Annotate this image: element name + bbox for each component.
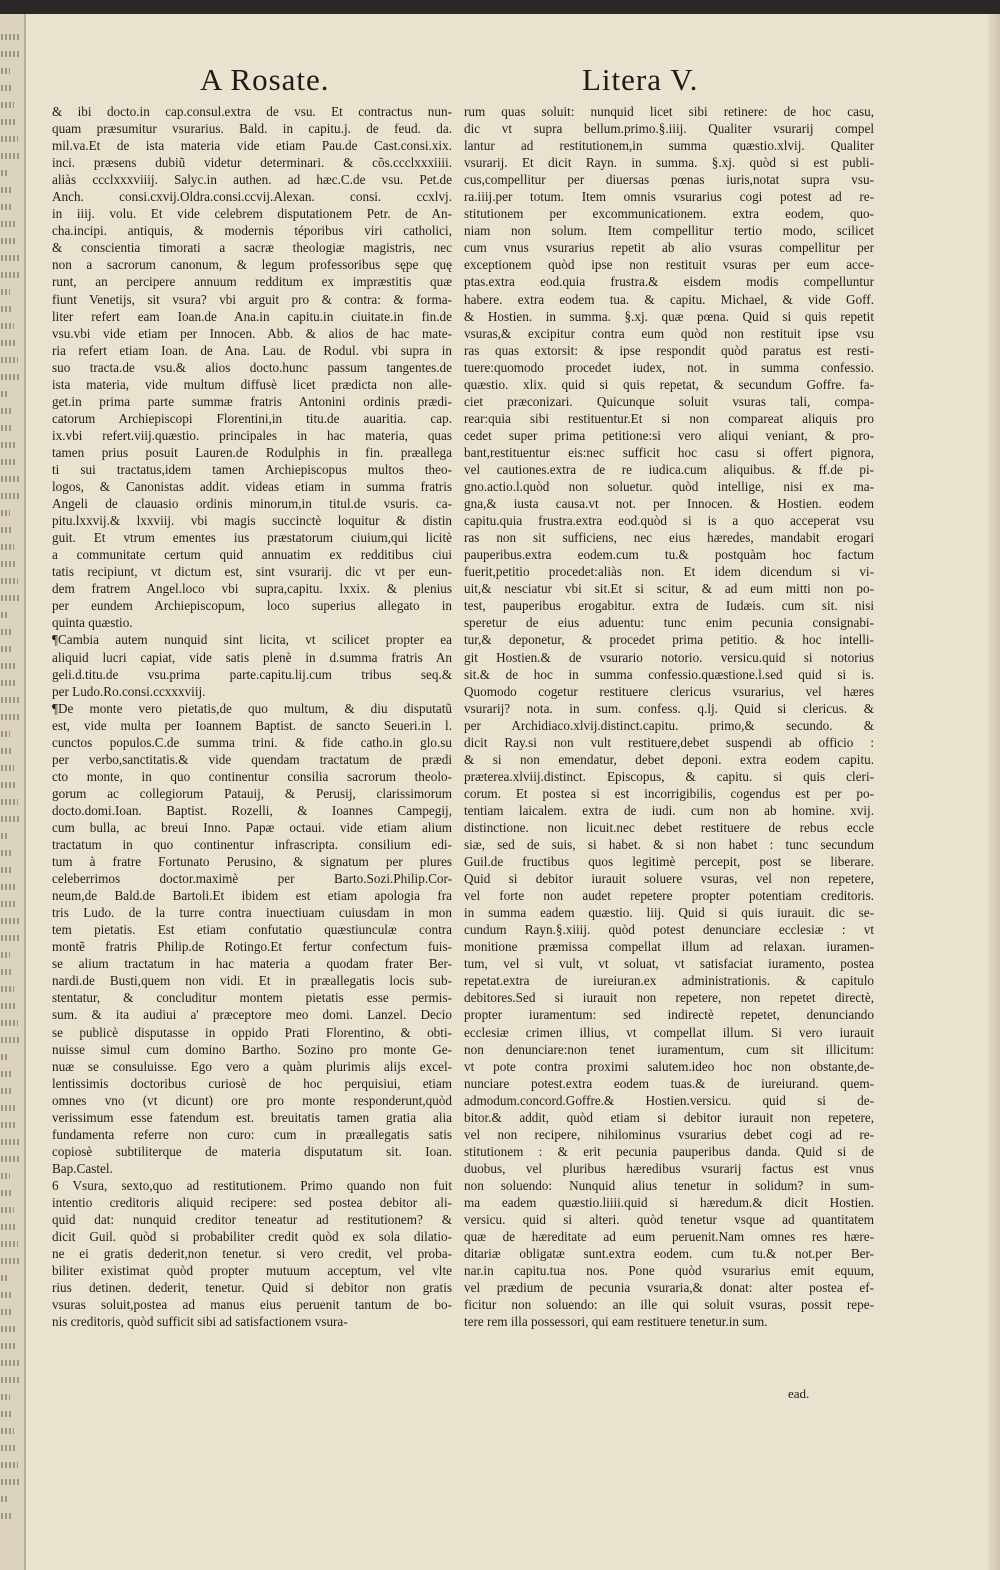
- facing-page-text-fragment: [1, 1037, 20, 1043]
- facing-page-text-fragment: [1, 221, 15, 227]
- text-line: cto monte, in quo continentur consilia sacrorum theolo-: [52, 768, 452, 784]
- text-line: runt, an percipere annuum redditum ex impræstitis quæ: [52, 274, 452, 290]
- text-line: vel cautiones.extra de re iudica.cum aliquibus. & ff.de pi-: [464, 461, 874, 477]
- text-line: inci. præsens dubiũ videtur determinari. & cõs.ccclxxxiiii.: [52, 155, 452, 171]
- text-line: monitione præmissa compellat illum ad relaxan. iuramen-: [464, 939, 874, 955]
- text-line: ma eadem quæstio.liiii.quid si hæredum.& dicit Hostien.: [464, 1195, 874, 1210]
- text-line: distinctione. non licuit.nec debet restituere de rebus eccle: [464, 819, 874, 835]
- text-line: gno.actio.l.quòd non soluetur. quòd intellige, nisi ex ma-: [464, 479, 874, 495]
- text-line: & si non emendatur, debet deponi. extra eodem capitu.: [464, 751, 874, 767]
- text-line: & conscientia timorati a sacræ theologiæ magistris, nec: [52, 240, 452, 256]
- facing-page-text-fragment: [1, 1513, 11, 1519]
- text-line: 6 Vsura, sexto,quo ad restitutionem. Primo quando non fuit: [52, 1177, 452, 1193]
- text-line: nuæ se consuluisse. Ego vero a quàm plurimis alijs excel-: [52, 1058, 452, 1074]
- text-line: nardi.de Busti,quem non vidi. Et in præallegatis locis sub-: [52, 973, 452, 989]
- facing-page-text-fragment: [1, 1496, 9, 1502]
- text-line: fundamenta referre non curo: cum in præallegatis satis: [52, 1126, 452, 1142]
- facing-page-text-fragment: [1, 119, 16, 125]
- facing-page-text-fragment: [1, 34, 19, 40]
- text-line: dicit Ray.si non vult restituere,debet suspendi ab officio :: [464, 734, 874, 750]
- facing-page-text-fragment: [1, 1462, 18, 1468]
- facing-page-text-fragment: [1, 527, 12, 533]
- text-line: corum. Et postea si est incorrigibilis, cogendus est per po-: [464, 785, 874, 801]
- text-line: tur,& deponetur, & procedet prima petitio. & hoc intelli-: [464, 632, 874, 648]
- text-line: non soluendo: Nunquid alius tenetur in solidum? in sum-: [464, 1177, 874, 1193]
- text-line: tractatum in quo continentur infrascripta. consilium edi-: [52, 837, 452, 853]
- facing-page-text-fragment: [1, 782, 16, 788]
- facing-page-text-fragment: [1, 1241, 18, 1247]
- facing-page-text-fragment: [1, 425, 13, 431]
- facing-page-text-fragment: [1, 969, 12, 975]
- text-line: non a sacrorum canonum, & legum professoribus sępe quę: [52, 257, 452, 273]
- text-line: & Hostien. in summa. §.xj. quæ pœna. Quid si quis repetit: [464, 308, 874, 324]
- text-line: uit,& nesciatur vbi sit.Et si scitur, & ad eum mitti non po-: [464, 581, 874, 597]
- text-line: suo tracta.de vsu.& alios docto.hunc passum tangentes.de: [52, 359, 452, 375]
- text-line: biliter existimat quòd propter mutuum acceptum, vel vltе: [52, 1263, 452, 1279]
- facing-page-text-fragment: [1, 374, 20, 380]
- text-line: se publicè disputasse in oppido Prati Florentino, & obti-: [52, 1024, 452, 1040]
- text-line: sit.& de hoc in summa confessio.quæstione.l.sed quid si is.: [464, 666, 874, 682]
- text-line: git Hostien.& de vsurario notorio. versicu.quid si notorius: [464, 649, 874, 665]
- facing-page-text-fragment: [1, 442, 15, 448]
- text-line: Anch. consi.cxvij.Oldra.consi.ccvij.Alexan. consi. ccxlvj.: [52, 189, 452, 205]
- text-line: vsurarij? nota. in sum. confess. q.lj. Quid si clericus. &: [464, 700, 874, 716]
- text-line: tris Ludo. de la turre contra inuectiuam cuiusdam in mon: [52, 905, 452, 921]
- text-line: vsuras,& excipitur contra eum quòd non restituit ipse vsu: [464, 325, 874, 341]
- text-line: get.in prima parte summæ fratris Antonini ordinis prædi-: [52, 393, 452, 409]
- text-line: debitores.Sed si iurauit non repetere, non repetet directè,: [464, 990, 874, 1006]
- facing-page-text-fragment: [1, 1071, 11, 1077]
- text-line: ista materia, vide multum diffusè licet prædicta non alle-: [52, 376, 452, 392]
- facing-page-text-fragment: [1, 986, 14, 992]
- facing-page-text-fragment: [1, 578, 18, 584]
- facing-page-text-fragment: [1, 1479, 20, 1485]
- text-line: mil.va.Et de ista materia vide etiam Pau.de Cast.consi.xix.: [52, 138, 452, 154]
- text-line: speretur de eius aduentu: tunc enim pecunia consignabi-: [464, 615, 874, 631]
- text-line: quid dat: nunquid creditor teneatur ad restitutionem? &: [52, 1212, 452, 1228]
- text-line: test, pauperibus erogabitur. extra de Iudæis. cum sit. nisi: [464, 598, 874, 614]
- facing-page-text-fragment: [1, 1122, 17, 1128]
- facing-page-text-fragment: [1, 595, 20, 601]
- text-line: tuere:quomodo procedet iudex, not. in summa confessio.: [464, 359, 874, 375]
- text-line: non denunciare:non tenet iuramentum, cum sit illicitum:: [464, 1041, 874, 1057]
- text-line: tem pietatis. Est etiam confutatio quæstiunculæ contra: [52, 922, 452, 938]
- facing-page-text-fragment: [1, 799, 18, 805]
- text-line: cus,compellitur per diuersas pœnas iuris,notat supra vsu-: [464, 172, 874, 188]
- facing-page-text-fragment: [1, 1224, 16, 1230]
- facing-page-text-fragment: [1, 714, 21, 720]
- text-line: pauperibus.extra eodem.cum tu.& postquàm hoc factum: [464, 547, 874, 563]
- text-line: Quomodo cogetur restituere clericus vsurarius, vel hæres: [464, 683, 874, 699]
- text-line: pitu.lxxvij.& lxxviij. vbi magis succinctè loquitur & distin: [52, 513, 452, 529]
- text-line: liter refert eam Ioan.de Ana.in capitu.in ciuitate.in fin.de: [52, 308, 452, 324]
- text-line: exceptionem quòd ipse non restituit vsuras per eum acce-: [464, 257, 874, 273]
- text-line: ras non sit sufficiens, nec eius hæredes, mandabit erogari: [464, 530, 874, 546]
- text-line: nar.in capitu.tua nos. Pone quòd vsurarius emit equum,: [464, 1263, 874, 1279]
- facing-page-text-fragment: [1, 476, 19, 482]
- facing-page-text-fragment: [1, 459, 17, 465]
- facing-page-text-fragment: [1, 391, 9, 397]
- text-line: versicu. quid si alteri. quòd tenetur vsque ad quantitatem: [464, 1212, 874, 1228]
- text-line: tamen prius posuit Lauren.de Rodulphis in fin. præallega: [52, 444, 452, 460]
- text-line: dem fratrem Angel.loco vbi supra,capitu. lxxix. & plenius: [52, 581, 452, 597]
- text-line: a communitate certum quid annuatim ex redditibus ciui: [52, 547, 452, 563]
- facing-page-text-fragment: [1, 1139, 19, 1145]
- facing-page-text-fragment: [1, 1377, 21, 1383]
- text-line: geli.d.titu.de vsu.prima parte.capitu.lij.cum tribus seq.&: [52, 666, 452, 682]
- facing-page-text-fragment: [1, 1054, 9, 1060]
- facing-page-text-fragment: [1, 1394, 10, 1400]
- facing-page-text-fragment: [1, 1156, 21, 1162]
- facing-page-text-fragment: [1, 697, 19, 703]
- facing-page-text-fragment: [1, 102, 14, 108]
- text-line: per eundem Archiepiscopum, loco superius allegato in: [52, 598, 452, 614]
- text-line: cunctos populos.C.de summa trini. & fide catho.in glo.su: [52, 734, 452, 750]
- facing-page-text-fragment: [1, 952, 10, 958]
- facing-page-text-fragment: [1, 408, 11, 414]
- facing-page-text-fragment: [1, 255, 19, 261]
- text-line: celeberrimos doctor.maximè per Barto.Sozi.Philip.Cor-: [52, 871, 452, 887]
- text-line: vsu.vbi vide etiam per Innocen. Abb. & alios de hac mate-: [52, 325, 452, 341]
- facing-page-text-fragment: [1, 1360, 19, 1366]
- text-line: nuisse simul cum domino Bartho. Sozino pro monte Ge-: [52, 1041, 452, 1057]
- text-line: tum à fratre Fortunato Perusino, & signatum per plures: [52, 854, 452, 870]
- text-line: est, vide multa per Ioannem Baptist. de sancto Seueri.in l.: [52, 717, 452, 733]
- facing-page-text-fragment: [1, 1292, 11, 1298]
- facing-page-text-fragment: [1, 1411, 12, 1417]
- facing-page-text-fragment: [1, 85, 12, 91]
- text-line: ciet præconizari. Quicunque soluit vsuras tali, compa-: [464, 393, 874, 409]
- text-line: bant,restituentur eis:nec sufficit hoc casu si offert pignora,: [464, 444, 874, 460]
- facing-page-text-fragment: [1, 544, 14, 550]
- text-line: se alium tractatum in hac materia a quodam frater Ber-: [52, 956, 452, 972]
- text-line: docto.domi.Ioan. Baptist. Rozelli, & Ioannes Campegij,: [52, 802, 452, 818]
- text-line: siæ, sed de suis, si habet. & si non habet : tunc secundum: [464, 837, 874, 853]
- facing-page-text-fragment: [1, 306, 12, 312]
- text-line: lentissimis doctoribus curiosè de hoc perquisiui, etiam: [52, 1075, 452, 1091]
- text-line: per Archidiaco.xlvij.distinct.capitu. primo,& secundo. &: [464, 717, 874, 733]
- text-line: montẽ fratris Philip.de Rotingo.Et fertur confectum fuis-: [52, 939, 452, 955]
- text-line: fuerit,petitio procedet:aliàs non. Et idem dicendum si vi-: [464, 564, 874, 580]
- text-line: lantur ad restitutionem,in summa quæstio.xlvij. Qualiter: [464, 138, 874, 154]
- facing-page-text-fragment: [1, 136, 18, 142]
- facing-page-text-fragment: [1, 272, 21, 278]
- facing-page-text-fragment: [1, 323, 14, 329]
- text-line: Guil.de fructibus quos legitimè percepit, post se liberare.: [464, 854, 874, 870]
- text-line: ¶Cambia autem nunquid sint licita, vt scilicet propter ea: [52, 632, 452, 648]
- text-line: per Ludo.Ro.consi.ccxxxviij.: [52, 683, 206, 699]
- text-line: logos, & Canonistas addit. videas etiam in summa fratris: [52, 479, 452, 495]
- text-line: quæ de hæreditate ad eum peruenit.Nam omnes res hære-: [464, 1229, 874, 1245]
- text-line: in summa eadem quæstio. liij. Quid si quis iurauit. dic se-: [464, 905, 874, 921]
- text-line: copiosè subtiliterque de materia disputatum sit. Ioan.: [52, 1143, 452, 1159]
- text-line: cha.incipi. antiquis, & modernis téporibus viri catholici,: [52, 223, 452, 239]
- text-line: sum. & ita audiui a' præceptore meo domi. Lanzel. Decio: [52, 1007, 452, 1023]
- facing-page-text-fragment: [1, 935, 21, 941]
- facing-page-text-fragment: [1, 357, 18, 363]
- right-text-column: [464, 103, 874, 1330]
- facing-page-text-fragment: [1, 68, 10, 74]
- text-line: rear:quia sibi restituentur.Et si non compareat aliquis pro: [464, 410, 874, 426]
- text-line: stentatur, & concluditur montem pietatis esse permis-: [52, 990, 452, 1006]
- facing-page-text-fragment: [1, 884, 15, 890]
- facing-page-text-fragment: [1, 646, 13, 652]
- text-line: ¶De monte vero pietatis,de quo multum, & diu disputatũ: [52, 700, 452, 716]
- facing-page-text-fragment: [1, 1190, 12, 1196]
- facing-page-edge: [0, 14, 26, 1570]
- facing-page-text-fragment: [1, 833, 9, 839]
- text-line: præterea.xlviij.distinct. Episcopus, & capitu. si quis cleri-: [464, 768, 874, 784]
- text-line: gorum ac collegiorum Patauij, & Perusij, clarissimorum: [52, 785, 452, 801]
- text-line: stitutionem per excommunicationem. extra eodem, quo-: [464, 206, 874, 222]
- text-line: per verbo,sanctitatis.& vide quendam tractatum de prædi: [52, 751, 452, 767]
- facing-page-text-fragment: [1, 765, 14, 771]
- text-line: nis creditoris, quòd sufficit sibi ad satisfactionem vsura-: [52, 1314, 348, 1330]
- text-line: vsurarij. Et dicit Rayn. in summa. §.xj. quòd si est publi-: [464, 155, 874, 171]
- text-line: quam præsumitur vsurarius. Bald. in capitu.j. de feud. da.: [52, 121, 452, 137]
- text-line: habere. extra eodem tua. & capitu. Michael, & vide Goff.: [464, 291, 874, 307]
- text-line: nunciare potest.extra eodem tuas.& de iureiurand. quem-: [464, 1075, 874, 1091]
- text-line: quinta quæstio.: [52, 615, 133, 631]
- text-line: aliàs ccclxxxviiij. Salyc.in authen. ad hæc.C.de vsu. Pet.de: [52, 172, 452, 188]
- text-line: niam non solum. Item compellitur tertio modo, scilicet: [464, 223, 874, 239]
- text-line: vel non recipere, nihilominus vsurarius debet cogi ad re-: [464, 1126, 874, 1142]
- facing-page-text-fragment: [1, 1207, 14, 1213]
- facing-page-text-fragment: [1, 561, 16, 567]
- text-line: dic vt supra bellum.primo.§.iiij. Qualiter vsurarij compel: [464, 121, 874, 137]
- text-line: ria refert etiam Ioan. de Ana. Lau. de Rodul. vbi supra in: [52, 342, 452, 358]
- facing-page-text-fragment: [1, 850, 11, 856]
- text-line: verissimum esse fatendum est. breuitatis tamen gratia alia: [52, 1109, 452, 1125]
- text-line: guit. Et vtrum ementes ius præstatorum ciuium,qui licitè: [52, 530, 452, 546]
- text-line: omnes vno (vt dicunt) ore pro monte responderunt,quòd: [52, 1092, 452, 1108]
- page-right-edge: [988, 14, 1000, 1570]
- catchword: ead.: [788, 1386, 810, 1401]
- facing-page-text-fragment: [1, 187, 11, 193]
- running-head-left: A Rosate.: [200, 62, 330, 97]
- facing-page-text-fragment: [1, 629, 11, 635]
- text-line: tatis recipiunt, vt dictum est, sint vsurarij. dic vt per eun-: [52, 564, 452, 580]
- text-line: intentio creditoris aliquid recipere: sed postea debitor ali-: [52, 1195, 452, 1210]
- text-line: aliquid lucri capiat, vide satis plenè in d.summa fratris An: [52, 649, 452, 665]
- facing-page-text-fragment: [1, 901, 17, 907]
- text-line: neum,de Bald.de Bartoli.Et ibidem est etiam apologia fra: [52, 888, 452, 904]
- text-line: vel prædium de pecunia vsuraria,& donat: alter postea ef-: [464, 1280, 874, 1296]
- facing-page-text-fragment: [1, 1173, 10, 1179]
- text-line: vel forte non audet repetere propter potentiam creditoris.: [464, 888, 874, 904]
- facing-page-text-fragment: [1, 1428, 14, 1434]
- facing-page-text-fragment: [1, 731, 10, 737]
- text-line: tere rem illa possessori, qui eam restituere tenetur.in sum.: [464, 1314, 768, 1330]
- facing-page-text-fragment: [1, 1088, 13, 1094]
- left-text-column: [52, 103, 452, 1330]
- text-line: tentiam laicalem. extra de iudi. cum non ab homine. xvij.: [464, 802, 874, 818]
- scan-top-border: [0, 0, 1000, 14]
- text-line: in iiij. volu. Et vide celebrem disputationem Petr. de An-: [52, 206, 452, 222]
- text-line: Bap.Castel.: [52, 1160, 113, 1176]
- facing-page-text-fragment: [1, 816, 20, 822]
- text-line: fiunt Venetijs, sit vsura? vbi arguit pro & contra: & forma-: [52, 291, 452, 307]
- text-line: rum quas soluit: nunquid licet sibi retinere: de hoc casu,: [464, 104, 874, 119]
- text-line: ficitur non soluendo: an ille qui soluit vsuras, possit repe-: [464, 1297, 874, 1313]
- text-line: ix.vbi refert.viij.quæstio. principales in hac materia, quas: [52, 427, 452, 443]
- text-line: quæstio. xlix. quid si quis repetat, & secundum Goffre. fa-: [464, 376, 874, 392]
- facing-page-text-fragment: [1, 1309, 13, 1315]
- facing-page-text-fragment: [1, 1343, 17, 1349]
- text-line: cum vnus vsurarius repetit ab alio vsuras compellitur per: [464, 240, 874, 256]
- facing-page-text-fragment: [1, 918, 19, 924]
- facing-page-text-fragment: [1, 510, 10, 516]
- text-line: rius detinen. dederit, tenetur. Quid si debitor non gratis: [52, 1280, 452, 1296]
- text-line: Quid si debitor iurauit soluere vsuras, vel non repetere,: [464, 871, 874, 887]
- text-line: ra.iiij.per totum. Item omnis vsurarius cogi potest ad re-: [464, 189, 874, 205]
- facing-page-text-fragment: [1, 612, 9, 618]
- text-line: ne ei gratis dederit,non tenetur. si vero credit, vel proba-: [52, 1246, 452, 1262]
- text-line: cundum Rayn.§.xiiij. quòd potest denunciare ecclesiæ : vt: [464, 922, 874, 938]
- facing-page-text-fragment: [1, 867, 13, 873]
- facing-page-text-fragment: [1, 680, 17, 686]
- facing-page-text-fragment: [1, 1003, 16, 1009]
- text-line: cum bulla, ac breui Inno. Papæ octaui. vide etiam alium: [52, 819, 452, 835]
- facing-page-text-fragment: [1, 1258, 20, 1264]
- text-line: ras quas extorsit: & ipse respondit quòd paratus est resti-: [464, 342, 874, 358]
- facing-page-text-fragment: [1, 340, 16, 346]
- text-line: stitutionem : & erit pecunia pauperibus danda. Quid si de: [464, 1143, 874, 1159]
- text-line: & ibi docto.in cap.consul.extra de vsu. Et contractus nun-: [52, 104, 452, 119]
- text-line: bitor.& addit, quòd etiam si debitor iurauit non repetere,: [464, 1109, 874, 1125]
- text-line: vsuras soluit,postea ad manus eius peruenit tantum de bo-: [52, 1297, 452, 1313]
- text-line: repetat.extra de iureiuran.ex administrationis. & capitulo: [464, 973, 874, 989]
- text-line: vt pote contra proximi salutem.ideo hoc non obstante,de-: [464, 1058, 874, 1074]
- text-line: capitu.quia frustra.extra eod.quòd si is a quo acceperat vsu: [464, 513, 874, 529]
- facing-page-text-fragment: [1, 1326, 15, 1332]
- text-line: dicit Guil. quòd si probabiliter credit quòd ex sola dilatio-: [52, 1229, 452, 1245]
- facing-page-text-fragment: [1, 1445, 16, 1451]
- facing-page-text-fragment: [1, 1105, 15, 1111]
- text-line: ecclesiæ crimen illius, vt compellat illum. Si vero iurauit: [464, 1024, 874, 1040]
- facing-page-text-fragment: [1, 153, 20, 159]
- facing-page-text-fragment: [1, 170, 9, 176]
- text-line: ti sui tractatus,idem tamen Archiepiscopus multos theo-: [52, 461, 452, 477]
- facing-page-text-fragment: [1, 748, 12, 754]
- facing-page-text-fragment: [1, 204, 13, 210]
- running-head-right: Litera V.: [582, 62, 699, 97]
- facing-page-text-fragment: [1, 238, 17, 244]
- facing-page-text-fragment: [1, 663, 15, 669]
- facing-page-text-fragment: [1, 289, 10, 295]
- text-line: catorum Archiepiscopi Florentini,in titu.de auaritia. cap.: [52, 410, 452, 426]
- text-line: admodum.concord.Goffre.& Hostien.versicu. quid si de-: [464, 1092, 874, 1108]
- facing-page-text-fragment: [1, 493, 21, 499]
- text-line: propter iuramentum: sed indirectè repetet, denunciando: [464, 1007, 874, 1023]
- facing-page-text-fragment: [1, 51, 21, 57]
- facing-page-text-fragment: [1, 1020, 18, 1026]
- text-line: Angeli de clauasio ordinis minorum,in titul.de vsuris. ca-: [52, 496, 452, 512]
- text-line: ditariæ obligatæ sunt.extra eodem. cum tu.& not.per Ber-: [464, 1246, 874, 1262]
- text-line: gna,& iusta causa.vt not. per Innocen. & Hostien. eodem: [464, 496, 874, 512]
- facing-page-text-fragment: [1, 1275, 9, 1281]
- text-line: ptas.extra eod.quia frustra.& eisdem modis compelluntur: [464, 274, 874, 290]
- text-line: duobus, vel pluribus hæredibus vsurarij factus est vnus: [464, 1160, 874, 1176]
- text-line: tum, vel si vult, vt soluat, vt satisfaciat iuramento, postea: [464, 956, 874, 972]
- text-line: cedet super prima petitione:si vero aliqui veniant, & pro-: [464, 427, 874, 443]
